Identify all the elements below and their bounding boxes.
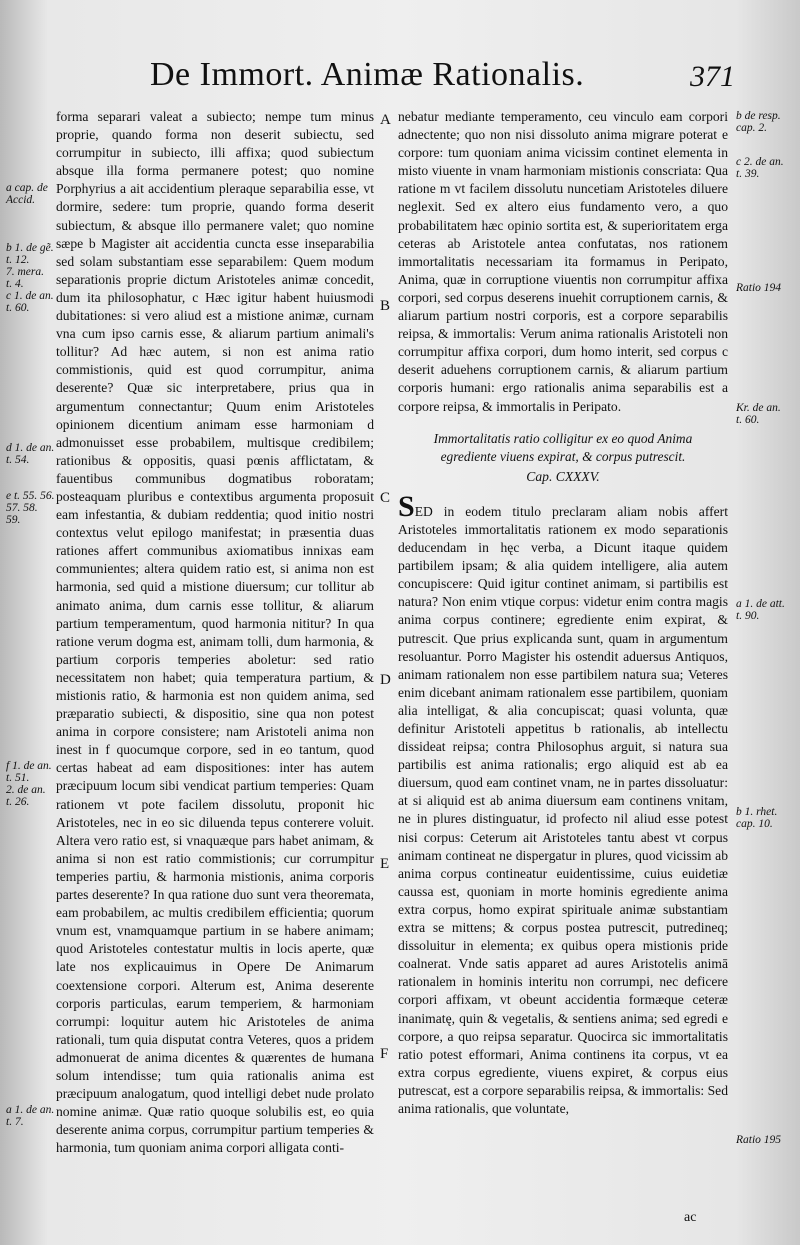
right-text-column bbox=[398, 108, 728, 1118]
body-text: nebatur mediante temperamento, ceu vinculo eam corpori adnectente; quo non nisi dissoluto anima migrare poterat e corpore: tum quoniam anima vicissim continet elementa in misto viuente in vnam harmoniam mistionis conscriata: Qua ratione m vt facilem dissolutu nuncetiam Aristoteles diluere neglexit. Sed ex altero eius fundamento vero, a quo probabilitatem hæc opinio sortita est, & superioritatem erga ceteras ab Aristotele antea confutatas, nos rationem immortalitatis necessariam ita formamus in Peripato, Anima, quæ in corruptione viuentis non corrumpitur affixa corpori, sed corpus deserens inuehit corruptionem carnis, & aliarum partium nostri corporis, est a corpore separabilis reipsa, & immortalis: Verum anima rationalis Aristoteli non corrumpitur affixa corpori, dum homo interit, sed corpus c deserit aduehens corruptionem carnis, & aliarum partium corporis humani: ergo rationalis anima separabilis est a corpore reipsa, & immortalis in Peripato. bbox=[398, 109, 728, 414]
margin-note: f 1. de an. t. 51. 2. de an. t. 26. bbox=[6, 760, 52, 808]
margin-note: e t. 55. 56. 57. 58. 59. bbox=[6, 490, 55, 526]
section-letter: A bbox=[380, 112, 391, 128]
body-text: forma separari valeat a subiecto; nempe tum minus proprie, quando forma non deserit subiectu, sed corrumpitur in subiecto, illi affixa; quod subiectum absque illa forma permanere potest; quo nomine Porphyrius a ait accidentium pleraque separabilia esse, vt dormire, sedere: tum proprie, quando forma deserit subiectum, & absque illo permanere valet; quo nomine sæpe b Magister ait accidentia cuncta esse inseparabilia sed solam substantiam esse separabilem: Quem modum separationis proprie dictum Aristoteles animæ concedit, dum ita philosophatur, c Hæc igitur habent huiusmodi dubitationes: si vero aliud est a mistione animæ, curnam vna cum ipso carnis esse, & aliarum partium animali's tollitur? Ad hæc autem, si non est anima ratio commistionis, quid est quod corrumpitur, anima deserente? Quæ sic interpretabere, prius qua in argumentum connectantur; Quum enim Aristoteles opinionem dicentium animam esse harmoniam d admonuisset esse probabilem, multisque credibilem; rationibus & oppositis, quasi pœnis afflictatam, & fauentibus communibus dogmatibus roboratam; posteaquam pluribus e contextibus argumenta proposuit eam infestantia, & dubiam reddentia; quod initio nostri contextus velut epilogo manifestat; in præsentia duas rationes affert communibus axiomatibus innixas eam communientes; altera quidem ratio est, si anima non est harmonia, sed quid a mistione diuersum; cur tollitur ab animato anima, dum carnis esse tollitur, & aliarum partium temperamentum, quod harmonia nititur? In qua ratione verum dogma est, animam tolli, dum harmonia, & partium corporis temperies aboletur: sed ratio necessitatem non habet; quia temperatura partium, & mistionis ratio, & harmonia est non quidem anima, sed præparatio subiecti, & dispositio, sine qua non potest anima in corpore consistere; nam Aristoteli anima non inest in f quocumque corpore, sed in eo tantum, quod certas habeat ad eam dispositiones: inter has autem præcipuum locum sibi vendicat partium temperies: Quam rationem vt pote facilem dissolutu, proponit hic Aristoteles, nec in eo sic diluenda tepus conterere voluit. Altera vero ratio est, si vnaquæque pars habet animam, & anima si non est ratio commistionis; cur corrumpitur temperies partiu, & harmonia mistionis, anima corporis partes deserente? In qua ratione duo sunt vera theoremata, eam probabilem, ac multis credibilem efficientia; quorum vnum est, vnamquamque partium in se habere animam; quod Aristoteles contestatur multis in locis aperte, quæ late nos explicauimus in Opere De Animarum coextensione corpori. Alterum est, Anima deserente corporis particulas, earum temperiem, & harmoniam corrumpi: loquitur autem hic Aristoteles de anima rationali, tum quia disputat contra Veteres, quos a pridem admonuerat de anima dicentes & quærentes de humana solum intendisse; tum quia rationalis anima est præcipuum analogatum, quod intelligi debet nude prolato nomine animæ. Quæ ratio quoque solubilis est, eo quia deserente anima corpus, corrumpitur partium temperies & harmonia, tum quoniam anima corpori alligata conti- bbox=[56, 109, 374, 1156]
chapter-heading: Immortalitatis ratio colligitur ex eo quod Anima egrediente viuens expirat, & corpus putrescit. bbox=[433, 430, 693, 464]
section-letter: D bbox=[380, 672, 391, 688]
section-letter: B bbox=[380, 298, 391, 314]
margin-note: b 1. rhet. cap. 10. bbox=[736, 806, 778, 830]
section-letter: C bbox=[380, 490, 391, 506]
left-text-column bbox=[56, 108, 374, 1157]
margin-note: c 2. de an. t. 39. bbox=[736, 156, 784, 180]
catchword: ac bbox=[684, 1210, 697, 1225]
page-header bbox=[150, 56, 790, 106]
margin-note: a 1. de att. t. 90. bbox=[736, 598, 785, 622]
margin-note: Ratio 194 bbox=[736, 282, 782, 294]
margin-note: d 1. de an. t. 54. bbox=[6, 442, 55, 466]
section-letter: F bbox=[380, 1046, 389, 1062]
body-text-chapter bbox=[398, 489, 728, 1118]
body-text: ED in eodem titulo preclaram aliam nobis affert Aristoteles immortalitatis rationem ex modo separationis deducendam in hęc verba, a Dicunt itaque quidem partibilem ipsam; & alia quidem intelligere, alia autem concupiscere: Quid igitur continet animam, si partibilis est natura? Non enim vtique corpus: videtur enim contra magis anima corpus continere; egrediente enim expirat, & putrescit. Que prius explicanda sunt, quam in argumentum resoluantur. Porro Magister his ostendit aduersus Antiquos, animam rationalem non esse partibilem natura sua; Veteres enim dicebant animam rationalem esse partibilem, quoniam alia intelligat, & alia concupiscat; quasi volunta, quæ definitur Aristoteli appetitus b rationalis, ab intellectu dissideat reipsa; contra Philosophus arguit, si natura sua partibilis est anima rationalis; ergo aliquid est ab ea diuersum, quod eam continet vnam, ne in partes dissoluatur: at si aliquid est ab anima diuersum eam continens vnitam, ne in plures distinguatur, id profecto nil aliud esse potest nisi corpus: Ceterum ait Aristoteles tantu abest vt corpus animam contineat ne dispergatur in plures, quod vicissim ab anima corpus contineatur euidentissime, cuius euidetiæ caussa est, quoniam in morte hominis egrediente anima extra corpus, homo expirat spirituale animæ substantiam extra se mittens; & corpus postea putrescit, putredineq; dissoluitur in elementa; ex quibus opera mistionis pride coalnerat. Vnde satis apparet ad aures Aristotelis animā rationalem in hominis interitu non corrumpi, nec deficere corpori affixam, vt obeunt accidentia formæque ceteræ inanimatę, quin & vegetalis, & sentiens anima; sed egredi e corpore, a quo reipsa separatur. Quocirca sic immortalitatis ratio potest efformari, Anima continens ita corpus, vt ea extra corpus egrediente, viuens expiret, & corpus eius putrescat, est a corpore separabilis reipsa, & immortalis: Sed anima rationalis, que voluntate, bbox=[398, 503, 728, 1116]
drop-cap: S bbox=[398, 489, 415, 523]
page-number: 371 bbox=[690, 60, 735, 93]
running-title: De Immort. Animæ Rationalis. bbox=[150, 56, 585, 93]
margin-note: Kr. de an. t. 60. bbox=[736, 402, 781, 426]
section-letter: E bbox=[380, 856, 390, 872]
margin-note: a 1. de an. t. 7. bbox=[6, 1104, 55, 1128]
margin-note: b de resp. cap. 2. bbox=[736, 110, 781, 134]
margin-note: Ratio 195 bbox=[736, 1134, 782, 1146]
margin-note: b 1. de gẽ. t. 12. 7. mera. t. 4. c 1. de an. t. 60. bbox=[6, 242, 54, 314]
margin-note: a cap. de Accid. bbox=[6, 182, 48, 206]
chapter-number: Cap. CXXXV. bbox=[526, 468, 600, 484]
